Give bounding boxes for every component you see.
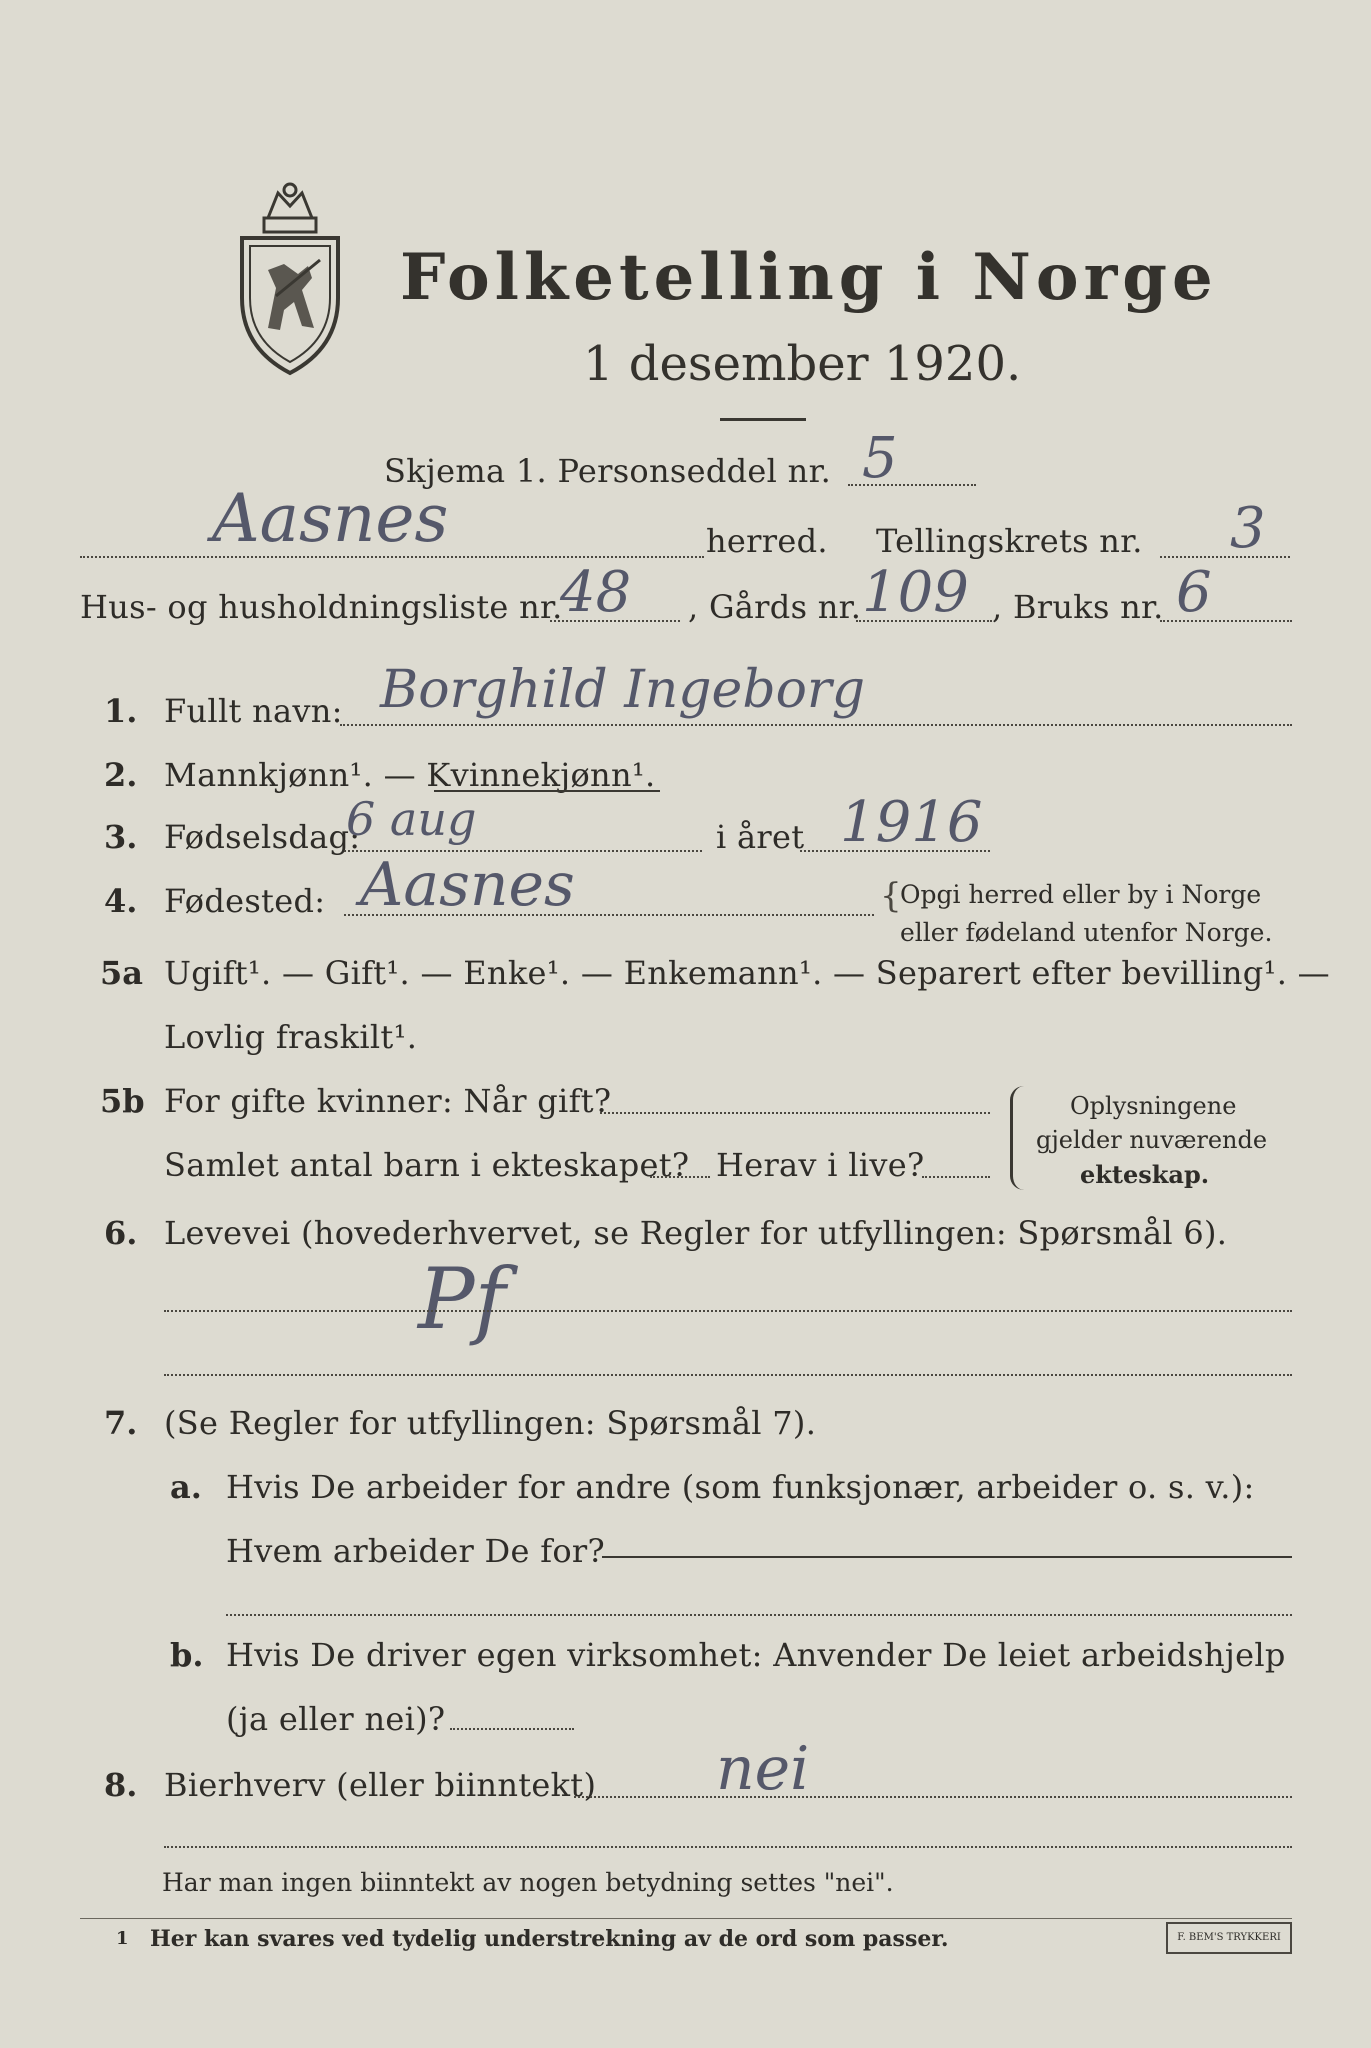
herred-label: herred. bbox=[706, 522, 828, 560]
personseddel-value[interactable]: 5 bbox=[862, 426, 898, 491]
q4-note-line2: eller fødeland utenfor Norge. bbox=[900, 918, 1273, 947]
census-date: 1 desember 1920. bbox=[583, 336, 1022, 392]
q5b-number: 5b bbox=[100, 1082, 145, 1120]
q7-label: (Se Regler for utfyllingen: Spørsmål 7). bbox=[164, 1404, 817, 1442]
q1-line bbox=[340, 724, 1292, 726]
skjema-label: Skjema 1. Personseddel nr. bbox=[384, 452, 832, 490]
q4-number: 4. bbox=[104, 882, 138, 920]
bruks-value[interactable]: 6 bbox=[1176, 560, 1212, 625]
q7a-employer-label: Hvem arbeider De for? bbox=[226, 1532, 605, 1570]
q8-line bbox=[574, 1796, 1292, 1798]
side-income-value[interactable]: nei bbox=[716, 1734, 810, 1804]
q8-label: Bierhverv (eller biinntekt) bbox=[164, 1766, 597, 1804]
tellingskrets-line bbox=[1160, 556, 1290, 558]
q7a-line2 bbox=[226, 1614, 1292, 1616]
q1-number: 1. bbox=[104, 692, 138, 730]
tellingskrets-value[interactable]: 3 bbox=[1230, 496, 1266, 561]
q3-number: 3. bbox=[104, 818, 138, 856]
q2-number: 2. bbox=[104, 756, 138, 794]
q7a-label: Hvis De arbeider for andre (som funksjonær, arbeider o. s. v.): bbox=[226, 1468, 1255, 1506]
q6-label: Levevei (hovederhvervet, se Regler for utfyllingen: Spørsmål 6). bbox=[164, 1214, 1228, 1252]
q5b-alive-label: Herav i live? bbox=[716, 1146, 925, 1184]
form-title: Folketelling i Norge bbox=[400, 240, 1218, 315]
herred-value[interactable]: Aasnes bbox=[212, 480, 449, 557]
q5b-children-label: Samlet antal barn i ekteskapet? bbox=[164, 1146, 690, 1184]
birthplace-value[interactable]: Aasnes bbox=[360, 850, 575, 920]
q7a-letter: a. bbox=[170, 1468, 202, 1506]
q4-brace: { bbox=[880, 876, 902, 916]
q8-number: 8. bbox=[104, 1766, 138, 1804]
bruks-label: , Bruks nr. bbox=[992, 588, 1164, 626]
q5b-alive-line bbox=[922, 1176, 990, 1178]
coat-of-arms-icon bbox=[228, 178, 352, 378]
q3-year-label: i året bbox=[716, 818, 805, 856]
q4-label: Fødested: bbox=[164, 882, 326, 920]
full-name-value[interactable]: Borghild Ingeborg bbox=[380, 660, 866, 720]
q5a-label: Ugift¹. — Gift¹. — Enke¹. — Enkemann¹. — Separert efter bevilling¹. — bbox=[164, 954, 1330, 992]
q3-label: Fødselsdag: bbox=[164, 818, 361, 856]
birthday-value[interactable]: 6 aug bbox=[346, 792, 477, 846]
q6-line2 bbox=[164, 1374, 1292, 1376]
q7b-line bbox=[450, 1728, 574, 1730]
q4-note-line1: Opgi herred eller by i Norge bbox=[900, 880, 1262, 909]
hus-value[interactable]: 48 bbox=[560, 560, 632, 625]
q5a-number: 5a bbox=[100, 954, 143, 992]
gards-label: , Gårds nr. bbox=[688, 588, 862, 626]
q8-line2 bbox=[164, 1846, 1292, 1848]
q7b-label-cont: (ja eller nei)? bbox=[226, 1700, 446, 1738]
footer-note: Har man ingen biinntekt av nogen betydning settes "nei". bbox=[162, 1868, 894, 1897]
q5b-brace bbox=[1010, 1086, 1027, 1190]
q7a-line bbox=[602, 1556, 1292, 1558]
birth-year-value[interactable]: 1916 bbox=[840, 790, 983, 855]
tellingskrets-label: Tellingskrets nr. bbox=[876, 522, 1143, 560]
q6-number: 6. bbox=[104, 1214, 138, 1252]
q6-line1 bbox=[164, 1310, 1292, 1312]
footnote-text: Her kan svares ved tydelig understrekning av de ord som passer. bbox=[150, 1926, 949, 1952]
q5a-label-cont: Lovlig fraskilt¹. bbox=[164, 1018, 418, 1056]
footnote-marker: 1 bbox=[116, 1928, 129, 1949]
q2-label: Mannkjønn¹. — Kvinnekjønn¹. bbox=[164, 756, 656, 794]
q7b-letter: b. bbox=[170, 1636, 204, 1674]
hus-label: Hus- og husholdningsliste nr. bbox=[80, 588, 563, 626]
printer-stamp: F. BEM'S TRYKKERI bbox=[1166, 1922, 1292, 1954]
q7b-label: Hvis De driver egen virksomhet: Anvender De leiet arbeidshjelp bbox=[226, 1636, 1286, 1674]
q7-number: 7. bbox=[104, 1404, 138, 1442]
q5b-note-line3: ekteskap. bbox=[1080, 1160, 1210, 1189]
q5b-married-line bbox=[600, 1112, 990, 1114]
footer-rule bbox=[80, 1918, 1292, 1919]
q1-label: Fullt navn: bbox=[164, 692, 343, 730]
q5b-label: For gifte kvinner: Når gift? bbox=[164, 1082, 612, 1120]
occupation-value[interactable]: Pf bbox=[418, 1250, 506, 1348]
gards-value[interactable]: 109 bbox=[862, 560, 969, 625]
q5b-note-line1: Oplysningene bbox=[1070, 1092, 1237, 1120]
q5b-children-line bbox=[650, 1176, 710, 1178]
q5b-note-line2: gjelder nuværende bbox=[1036, 1126, 1268, 1154]
title-divider bbox=[720, 418, 806, 421]
